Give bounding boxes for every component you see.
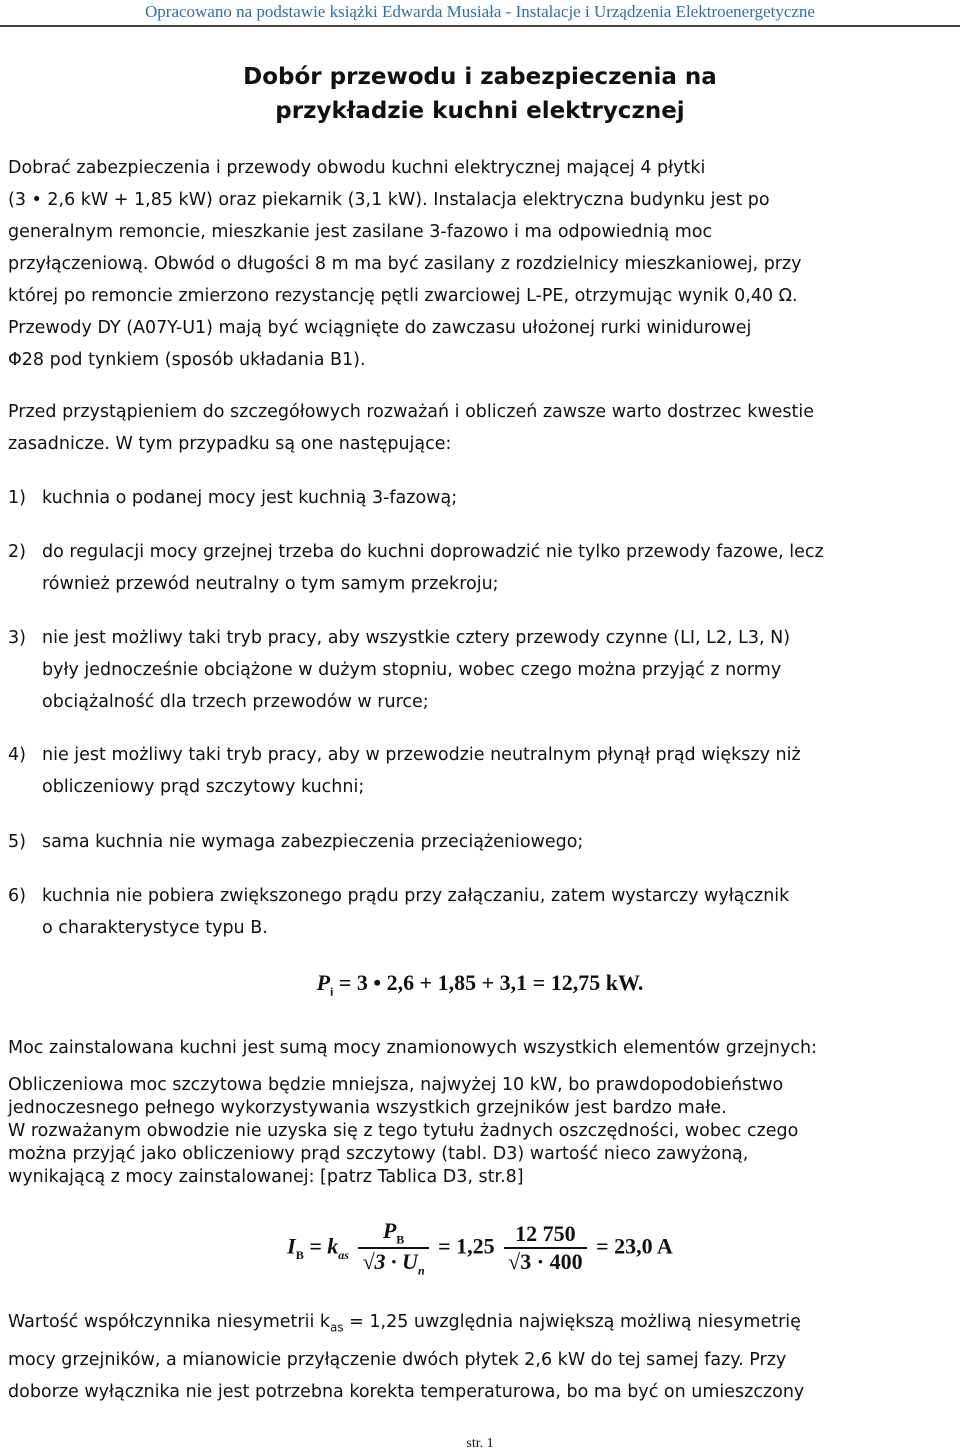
fraction-numerator: 12 750 xyxy=(504,1221,586,1249)
formula-result: = 23,0 A xyxy=(596,1233,673,1259)
intro-line: której po remoncie zmierzono rezystancję pętli zwarciowej L-PE, otrzymując wynik 0,40 Ω. xyxy=(8,286,798,306)
intro-line: Dobrać zabezpieczenia i przewody obwodu kuchni elektrycznej mającej 4 płytki xyxy=(8,158,706,178)
formula-expression: = 1,25 xyxy=(438,1233,495,1259)
list-text: kuchnia o podanej mocy jest kuchnią 3-fazową; xyxy=(42,488,458,508)
peak-power-line: W rozważanym obwodzie nie uzyska się z tego tytułu żadnych oszczędności, wobec czego xyxy=(8,1121,799,1141)
list-text: obciążalność dla trzech przewodów w rurce; xyxy=(42,692,429,712)
peak-power-line: można przyjąć jako obliczeniowy prąd szczytowy (tabl. D3) wartość nieco zawyżoną, xyxy=(8,1144,749,1164)
asymmetry-line xyxy=(8,1306,952,1344)
formula-symbol: P xyxy=(316,970,331,995)
fraction-numerator: P xyxy=(382,1218,397,1243)
list-number: 6) xyxy=(8,886,26,906)
fraction-general xyxy=(358,1218,428,1279)
list-text: o charakterystyce typu B. xyxy=(42,918,268,938)
asymmetry-text: = 1,25 uwzględnia największą możliwą niesymetrię xyxy=(343,1312,801,1332)
formula-subscript: as xyxy=(338,1247,349,1262)
formula-subscript: B xyxy=(396,1232,405,1247)
header-rule xyxy=(0,25,960,27)
formula-subscript: B xyxy=(295,1247,304,1262)
asymmetry-line: doborze wyłącznika nie jest potrzebna korekta temperaturowa, bo ma być on umieszczony xyxy=(8,1381,805,1402)
list-text: kuchnia nie pobiera zwiększonego prądu przy załączaniu, zatem wystarczy wyłącznik xyxy=(42,886,790,906)
intro-paragraph xyxy=(8,152,952,376)
peak-power-line: Obliczeniowa moc szczytowa będzie mniejsza, najwyżej 10 kW, bo prawdopodobieństwo xyxy=(8,1075,784,1095)
peak-power-line: jednoczesnego pełnego wykorzystywania wszystkich grzejników jest bardzo małe. xyxy=(8,1098,727,1118)
page-number: str. 1 xyxy=(466,1436,494,1451)
intro-line: Φ28 pod tynkiem (sposób układania B1). xyxy=(8,350,366,370)
peak-power-paragraph xyxy=(8,1074,952,1189)
formula-peak-current xyxy=(0,1218,960,1279)
document-title xyxy=(0,60,960,128)
fraction-numeric xyxy=(504,1221,586,1275)
fraction-denominator: √3 · 400 xyxy=(508,1249,583,1275)
list-text: nie jest możliwy taki tryb pracy, aby wszystkie cztery przewody czynne (LI, L2, L3, N) xyxy=(42,628,791,648)
title-line-1: Dobór przewodu i zabezpieczenia na xyxy=(243,64,717,90)
list-text: były jednocześnie obciążone w dużym stopniu, wobec czego można przyjąć z normy xyxy=(42,660,782,680)
peak-power-line: wynikającą z mocy zainstalowanej: [patrz Tablica D3, str.8] xyxy=(8,1167,524,1187)
asymmetry-paragraph xyxy=(8,1306,952,1408)
list-number: 2) xyxy=(8,542,26,562)
list-number: 1) xyxy=(8,488,26,508)
running-header: Opracowano na podstawie książki Edwarda Musiała - Instalacje i Urządzenia Elektroenergetyczne xyxy=(145,2,815,21)
formula-symbol: I xyxy=(287,1233,296,1259)
list-number: 3) xyxy=(8,628,26,648)
list-number: 4) xyxy=(8,745,26,765)
formula-installed-power xyxy=(0,970,960,999)
list-text: do regulacji mocy grzejnej trzeba do kuchni doprowadzić nie tylko przewody fazowe, lecz xyxy=(42,542,824,562)
intro-line: przyłączeniową. Obwód o długości 8 m ma być zasilany z rozdzielnicy mieszkaniowej, przy xyxy=(8,254,802,274)
intro-line: generalnym remoncie, mieszkanie jest zasilane 3-fazowo i ma odpowiednią moc xyxy=(8,222,713,242)
formula-expression: = k xyxy=(309,1233,339,1259)
considerations-line: zasadnicze. W tym przypadku są one następujące: xyxy=(8,434,452,454)
asymmetry-subscript: as xyxy=(330,1320,344,1335)
list-text: obliczeniowy prąd szczytowy kuchni; xyxy=(42,777,365,797)
list-number: 5) xyxy=(8,832,26,852)
title-line-2: przykładzie kuchni elektrycznej xyxy=(275,98,685,124)
fraction-denominator: √3 · U xyxy=(362,1249,418,1275)
list-text: również przewód neutralny o tym samym przekroju; xyxy=(42,574,499,594)
intro-line: Przewody DY (A07Y-U1) mają być wciągnięte do zawczasu ułożonej rurki winidurowej xyxy=(8,318,752,338)
considerations-line: Przed przystąpieniem do szczegółowych rozważań i obliczeń zawsze warto dostrzec kwestie xyxy=(8,402,815,422)
formula-expression: = 3 • 2,6 + 1,85 + 3,1 = 12,75 kW. xyxy=(338,970,644,995)
installed-power-sentence: Moc zainstalowana kuchni jest sumą mocy znamionowych wszystkich elementów grzejnych: xyxy=(8,1038,817,1058)
considerations-paragraph xyxy=(8,396,952,460)
asymmetry-line: mocy grzejników, a mianowicie przyłączenie dwóch płytek 2,6 kW do tej samej fazy. Przy xyxy=(8,1349,787,1370)
list-text: nie jest możliwy taki tryb pracy, aby w przewodzie neutralnym płynął prąd większy niż xyxy=(42,745,801,765)
intro-line: (3 • 2,6 kW + 1,85 kW) oraz piekarnik (3,1 kW). Instalacja elektryczna budynku jest po xyxy=(8,190,770,210)
formula-subscript: i xyxy=(330,984,334,999)
asymmetry-text: Wartość współczynnika niesymetrii k xyxy=(8,1312,330,1332)
list-text: sama kuchnia nie wymaga zabezpieczenia przeciążeniowego; xyxy=(42,832,584,852)
formula-subscript: n xyxy=(417,1263,425,1278)
